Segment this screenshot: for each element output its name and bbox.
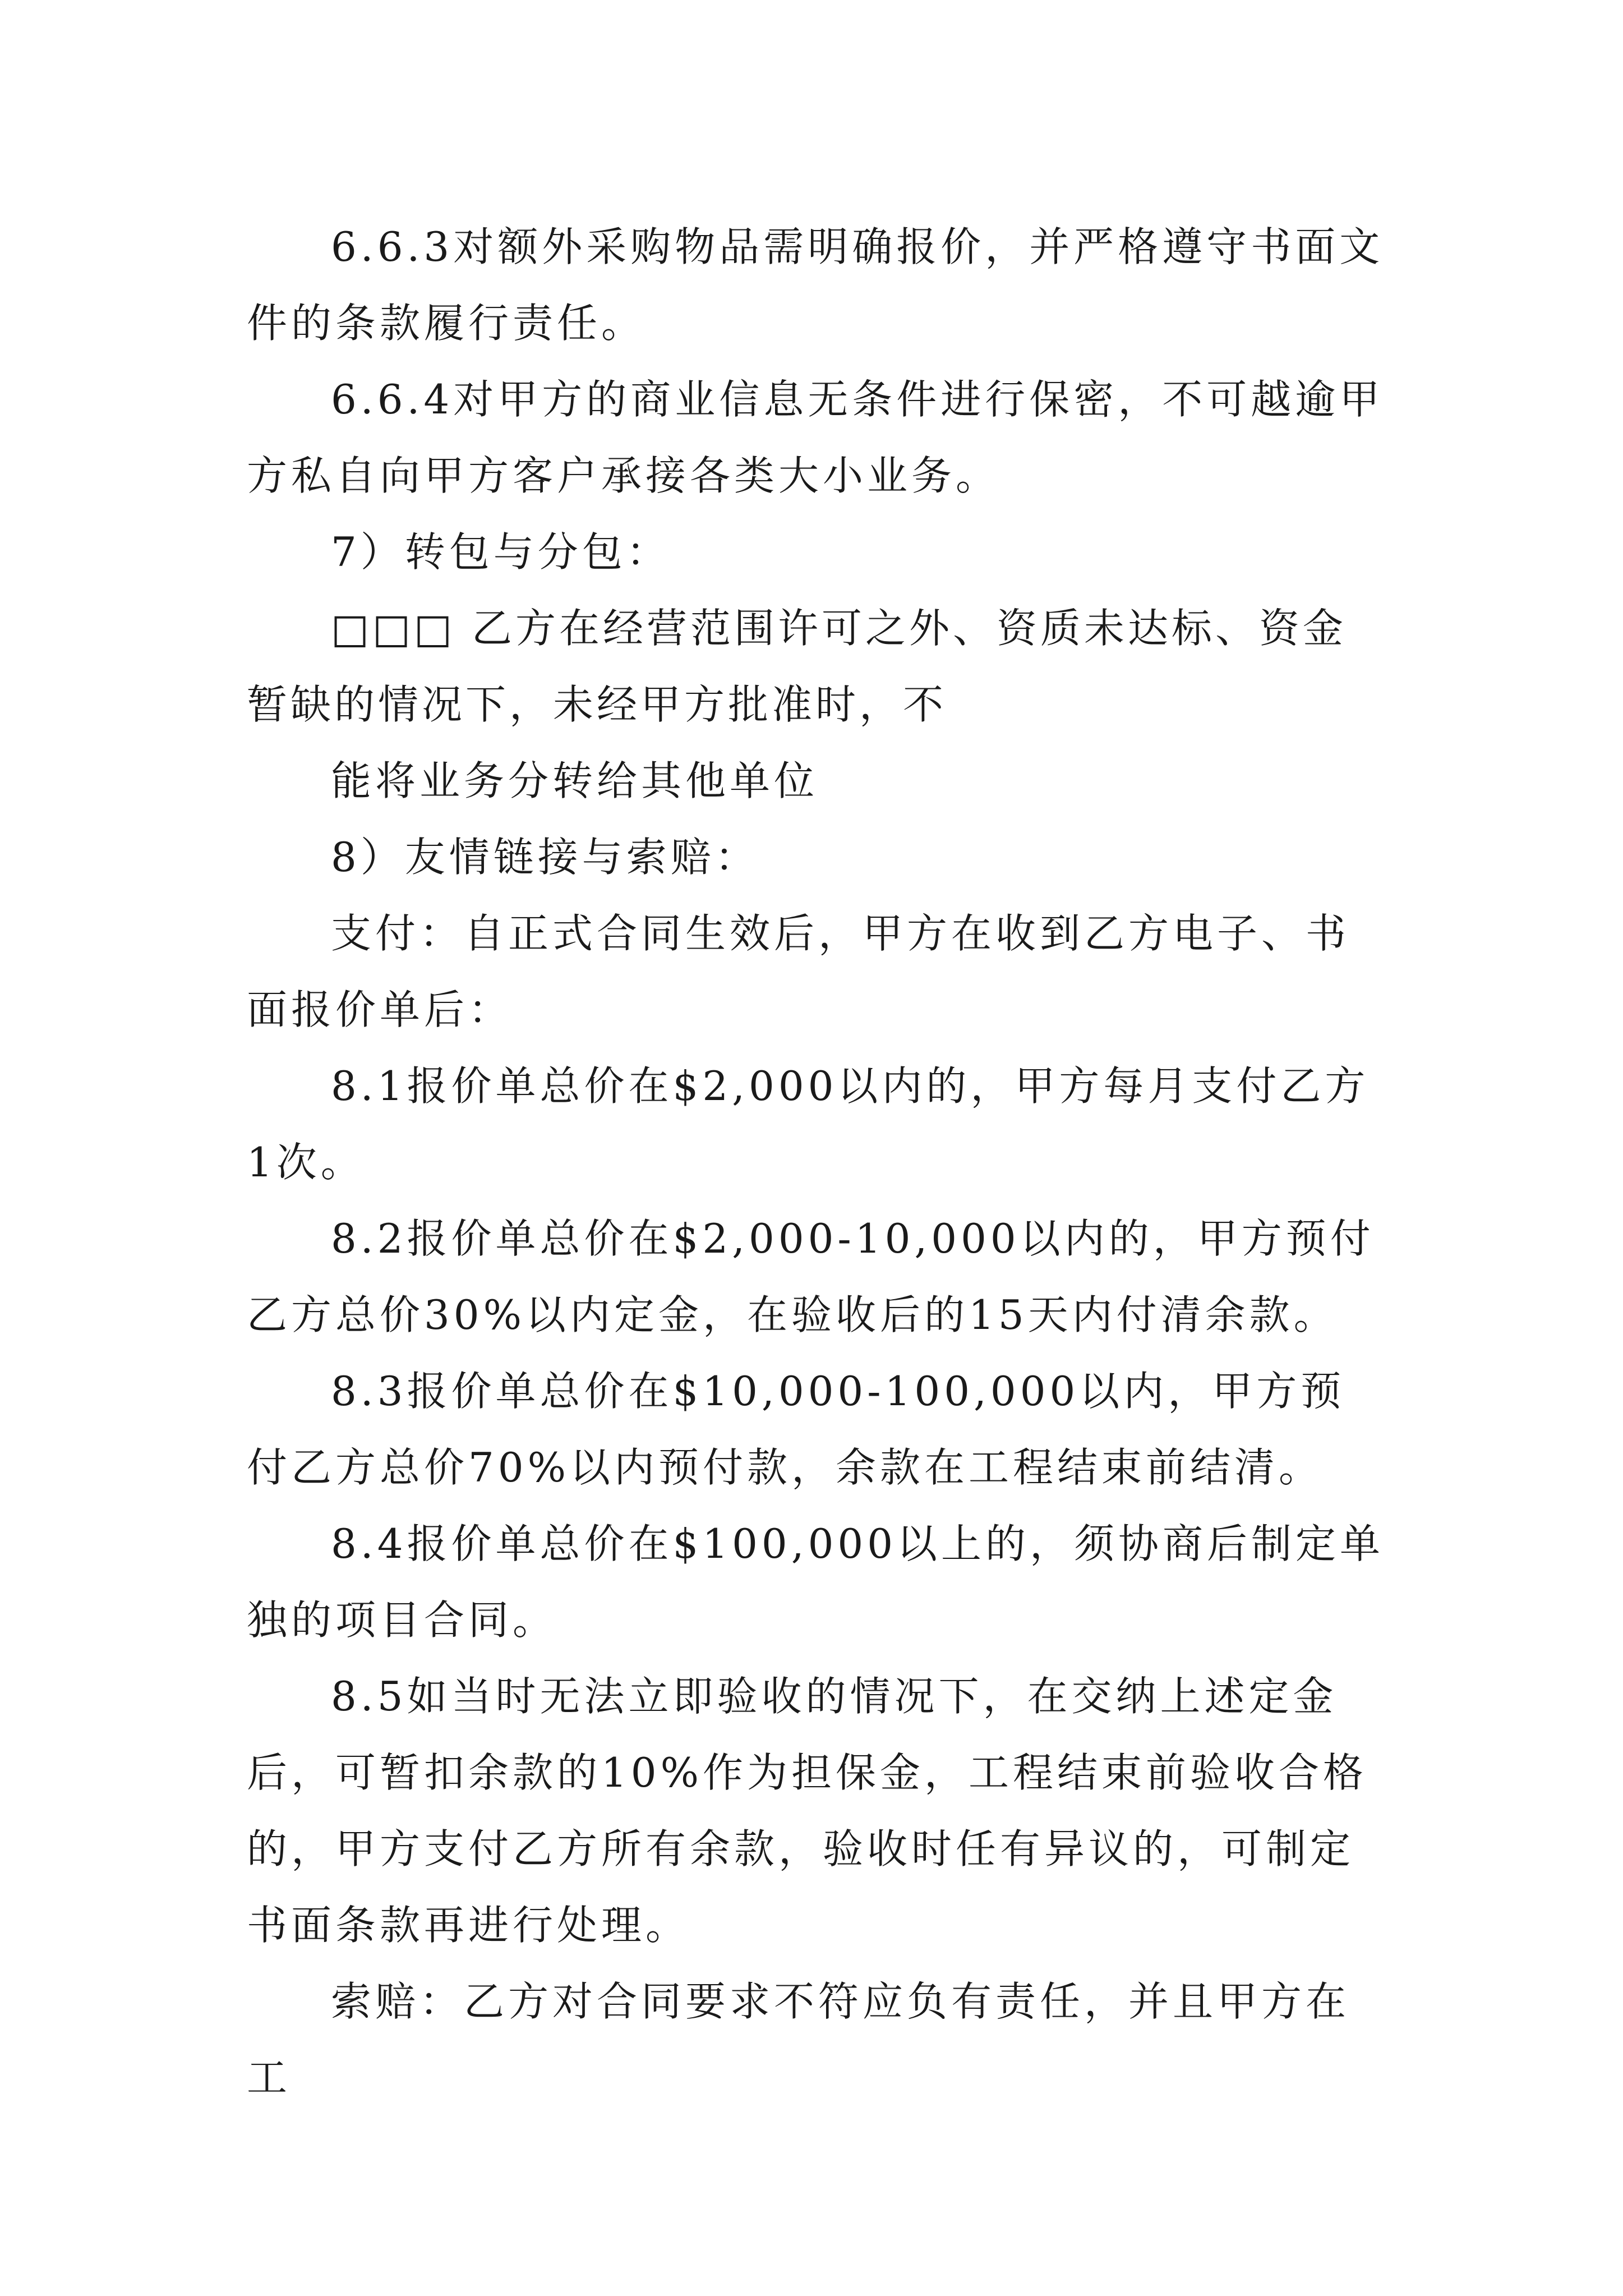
clause-8-4: 8.4报价单总价在$100,000以上的，须协商后制定单独的项目合同。 bbox=[247, 1520, 1385, 1644]
clause-8-5: 8.5如当时无法立即验收的情况下，在交纳上述定金后，可暂扣余款的10%作为担保金，工程结束前验收合格的，甲方支付乙方所有余款，验收时任有异议的，可制定书面条款再进行处理。 bbox=[247, 1673, 1368, 1949]
section-7-heading: 7）转包与分包： bbox=[331, 528, 671, 576]
clause-6-6-4: 6.6.4对甲方的商业信息无条件进行保密，不可越逾甲方私自向甲方客户承接各类大小业务。 bbox=[247, 376, 1384, 499]
clause-8-3: 8.3报价单总价在$10,000-100,000以内，甲方预付乙方总价70%以内预付款，余款在工程结束前结清。 bbox=[247, 1368, 1345, 1491]
payment-intro: 支付：自正式合同生效后，甲方在收到乙方电子、书面报价单后： bbox=[247, 910, 1350, 1033]
claims-paragraph: 索赔：乙方对合同要求不符应负有责任，并且甲方在工 bbox=[247, 1978, 1350, 2101]
clause-8-2: 8.2报价单总价在$2,000-10,000以内的，甲方预付乙方总价30%以内定金，在验收后的15天内付清余款。 bbox=[247, 1215, 1375, 1338]
section-7-body: □□□ 乙方在经营范围许可之外、资质未达标、资金暂缺的情况下，未经甲方批准时，不 bbox=[247, 605, 1347, 728]
section-8-heading: 8）友情链接与索赔： bbox=[331, 834, 759, 881]
clause-6-6-3: 6.6.3对额外采购物品需明确报价，并严格遵守书面文件的条款履行责任。 bbox=[247, 223, 1384, 347]
section-7-continuation: 能将业务分转给其他单位 bbox=[331, 757, 819, 804]
clause-8-1: 8.1报价单总价在$2,000以内的，甲方每月支付乙方1次。 bbox=[247, 1062, 1370, 1186]
